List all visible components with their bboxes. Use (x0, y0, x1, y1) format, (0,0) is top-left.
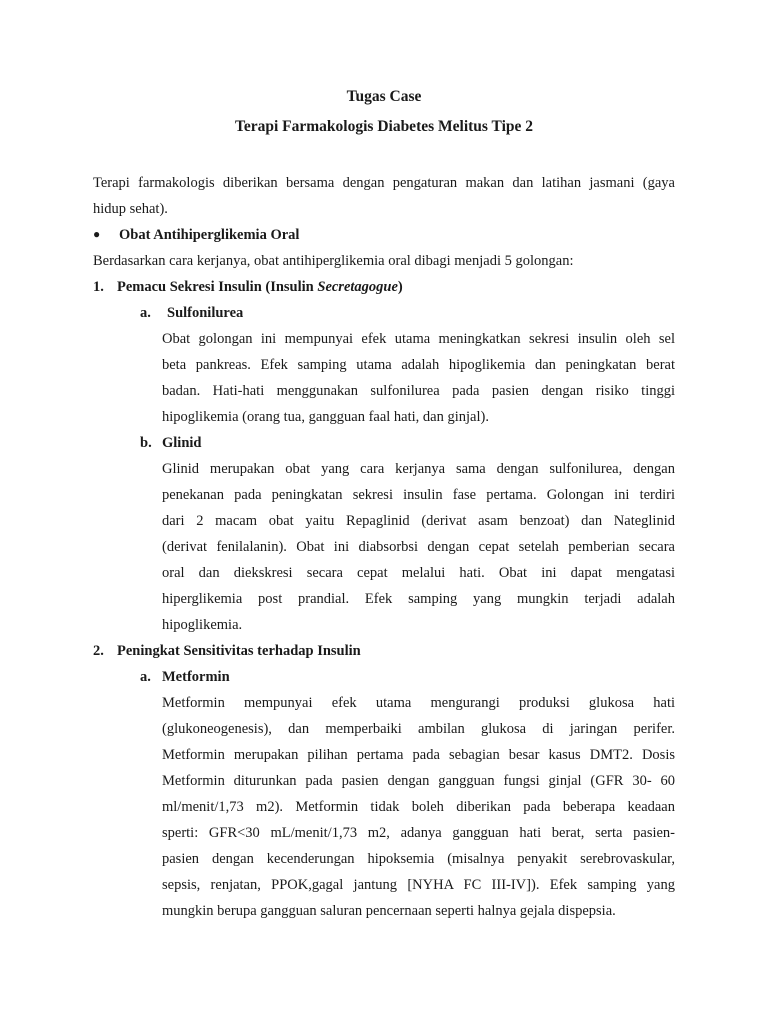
paragraph-line: oral dan diekskresi secara cepat melalui hati. Obat ini dapat mengatasi (162, 565, 675, 581)
paragraph-line: mungkin berupa gangguan saluran pencernaan seperti halnya gejala dispepsia. (162, 903, 616, 919)
subsection-label: b. (140, 435, 152, 451)
subsection-title: Glinid (162, 435, 202, 451)
doc-subtitle: Terapi Farmakologis Diabetes Melitus Tipe 2 (234, 118, 534, 135)
paragraph-line: Obat golongan ini mempunyai efek utama meningkatkan sekresi insulin oleh sel (162, 331, 675, 347)
section-number: 2. (93, 643, 104, 659)
subsection-label: a. (140, 669, 151, 685)
paragraph-line: penekanan pada peningkatan sekresi insulin fase pertama. Golongan ini terdiri (162, 487, 675, 503)
paragraph-line: dari 2 macam obat yaitu Repaglinid (derivat asam benzoat) dan Nateglinid (162, 513, 675, 529)
paragraph-line: badan. Hati-hati menggunakan sulfonilurea pada pasien dengan risiko tinggi (162, 383, 675, 399)
subsection-label: a. (140, 305, 151, 321)
bullet-icon: ● (93, 227, 101, 241)
paragraph-line: hiperglikemia post prandial. Efek samping yang mungkin terjadi adalah (162, 591, 675, 607)
section-heading: Peningkat Sensitivitas terhadap Insulin (117, 643, 361, 659)
subsection-title: Sulfonilurea (167, 305, 244, 321)
paragraph-line: beta pankreas. Efek samping utama adalah hipoglikemia dan peningkatan berat (162, 357, 675, 373)
section-number: 1. (93, 279, 104, 295)
paragraph-line: (glukoneogenesis), dan memperbaiki ambilan glukosa di jaringan perifer. (162, 721, 675, 737)
paragraph-line: hipoglikemia (orang tua, gangguan faal hati, dan ginjal). (162, 409, 489, 425)
paragraph-line: Glinid merupakan obat yang cara kerjanya sama dengan sulfonilurea, dengan (162, 461, 675, 477)
section-heading: Pemacu Sekresi Insulin (Insulin Secretagogue) (117, 279, 403, 295)
bullet-heading: Obat Antihiperglikemia Oral (119, 227, 300, 243)
doc-title: Tugas Case (346, 88, 422, 105)
paragraph-line: hipoglikemia. (162, 617, 243, 633)
intro-line: hidup sehat). (93, 201, 168, 217)
lead-text: Berdasarkan cara kerjanya, obat antihiperglikemia oral dibagi menjadi 5 golongan: (93, 253, 574, 269)
subsection-title: Metformin (162, 669, 230, 685)
paragraph-line: Metformin diturunkan pada pasien dengan gangguan fungsi ginjal (GFR 30- 60 (162, 773, 675, 789)
paragraph-line: Metformin merupakan pilihan pertama pada sebagian besar kasus DMT2. Dosis (162, 747, 675, 763)
paragraph-line: Metformin mempunyai efek utama mengurangi produksi glukosa hati (162, 695, 675, 711)
heading-italic: Secretagogue (317, 279, 398, 295)
paragraph-line: pasien dengan kecenderungan hipoksemia (misalnya penyakit serebrovaskular, (162, 851, 675, 867)
paragraph-line: (derivat fenilalanin). Obat ini diabsorbsi dengan cepat setelah pemberian secara (162, 539, 675, 555)
paragraph-line: sperti: GFR<30 mL/menit/1,73 m2, adanya gangguan hati berat, serta pasien- (162, 825, 675, 841)
intro-line: Terapi farmakologis diberikan bersama dengan pengaturan makan dan latihan jasmani (gaya (93, 175, 675, 191)
paragraph-line: ml/menit/1,73 m2). Metformin tidak boleh diberikan pada beberapa keadaan (162, 799, 675, 815)
paragraph-line: sepsis, renjatan, PPOK,gagal jantung [NYHA FC III-IV]). Efek samping yang (162, 877, 675, 893)
